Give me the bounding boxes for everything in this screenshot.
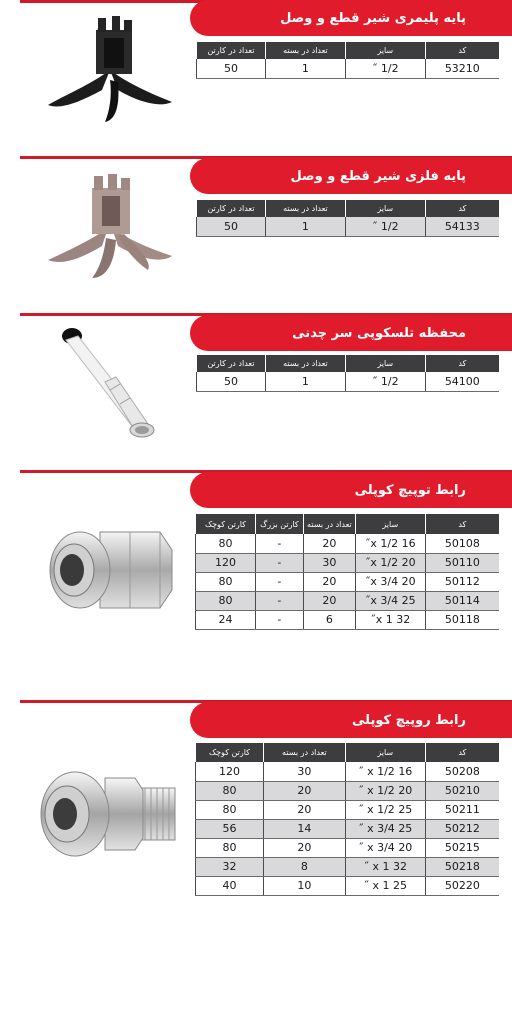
cell-code: 50112 (425, 572, 499, 591)
cell-pack-qty: 20 (263, 838, 345, 857)
cell-size: 25 x 1/2 ˝ (345, 800, 425, 819)
cell-large-carton: - (255, 553, 303, 572)
cell-code: 50108 (425, 534, 499, 553)
cell-small-carton: 120 (196, 553, 256, 572)
col-header-code: کد (425, 514, 499, 534)
spec-table (196, 200, 499, 237)
cell-large-carton: - (255, 610, 303, 629)
cell-size: 25 x 1 ˝ (345, 876, 425, 895)
cell-pack-qty: 14 (263, 819, 345, 838)
table-row (196, 857, 500, 876)
cell-pack-qty: 20 (303, 591, 355, 610)
cell-size: 20 x 3/4˝ (355, 572, 425, 591)
cell-size: 20 x 1/2˝ (355, 553, 425, 572)
table-row (196, 572, 500, 591)
cell-size: 1/2 ˝ (345, 217, 425, 236)
table-row (196, 762, 500, 781)
cell-size: 32 x 1 ˝ (345, 857, 425, 876)
cell-large-carton: - (255, 572, 303, 591)
female-coupling-icon (40, 520, 180, 620)
col-header-size: سایز (345, 42, 425, 59)
col-header-code: کد (425, 200, 499, 217)
col-header-size: سایز (345, 355, 425, 372)
cell-carton-qty: 50 (197, 59, 266, 78)
cell-small-carton: 40 (196, 876, 264, 895)
col-header-pack-qty: تعداد در بسته (265, 355, 345, 372)
cell-small-carton: 56 (196, 819, 264, 838)
cell-pack-qty: 20 (263, 781, 345, 800)
cell-small-carton: 80 (196, 781, 264, 800)
table-row (196, 876, 500, 895)
col-header-pack-qty: تعداد در بسته (263, 743, 345, 762)
cell-pack-qty: 1 (265, 372, 345, 391)
cell-code: 50215 (425, 838, 499, 857)
product-title-banner (190, 158, 512, 194)
cell-code: 50212 (425, 819, 499, 838)
plastic-stand-icon (40, 10, 180, 130)
table-row (196, 781, 500, 800)
product-title: رابط توپیچ کوپلی (354, 482, 466, 498)
col-header-carton-qty: تعداد در کارتن (197, 200, 266, 217)
table-row (196, 819, 500, 838)
table-row (196, 591, 500, 610)
cell-small-carton: 120 (196, 762, 264, 781)
cell-code: 50218 (425, 857, 499, 876)
col-header-small-carton: کارتن کوچک (196, 743, 264, 762)
col-header-code: کد (425, 42, 499, 59)
cell-carton-qty: 50 (197, 217, 266, 236)
cell-small-carton: 80 (196, 800, 264, 819)
product-title-banner (190, 702, 512, 738)
cell-code: 53210 (425, 59, 499, 78)
col-header-pack-qty: تعداد در بسته (265, 200, 345, 217)
spec-table (196, 42, 499, 79)
product-title-banner (190, 472, 512, 508)
cell-size: 32 x 1˝ (355, 610, 425, 629)
table-row (196, 553, 500, 572)
cell-code: 54100 (425, 372, 499, 391)
table-row (197, 217, 500, 236)
col-header-code: کد (425, 743, 499, 762)
cell-pack-qty: 6 (303, 610, 355, 629)
male-coupling-icon (35, 760, 180, 870)
col-header-pack-qty: تعداد در بسته (303, 514, 355, 534)
cell-pack-qty: 20 (263, 800, 345, 819)
cell-small-carton: 80 (196, 572, 256, 591)
metal-stand-icon (40, 170, 180, 285)
cell-pack-qty: 20 (303, 534, 355, 553)
cell-pack-qty: 30 (263, 762, 345, 781)
cell-small-carton: 80 (196, 838, 264, 857)
table-row (196, 838, 500, 857)
col-header-size: سایز (345, 200, 425, 217)
cell-code: 50220 (425, 876, 499, 895)
cell-pack-qty: 1 (265, 59, 345, 78)
cell-pack-qty: 20 (303, 572, 355, 591)
product-title-banner (190, 0, 512, 36)
cell-carton-qty: 50 (197, 372, 266, 391)
col-header-size: سایز (345, 743, 425, 762)
cell-code: 50114 (425, 591, 499, 610)
cell-code: 50211 (425, 800, 499, 819)
product-title: پایه پلیمری شیر قطع و وصل (280, 10, 466, 26)
col-header-size: سایز (355, 514, 425, 534)
col-header-large-carton: کارتن بزرگ (255, 514, 303, 534)
cell-code: 54133 (425, 217, 499, 236)
product-title: رابط روپیچ کوپلی (352, 712, 466, 728)
cell-size: 20 x 1/2 ˝ (345, 781, 425, 800)
cell-size: 25 x 3/4˝ (355, 591, 425, 610)
spec-table (195, 743, 499, 896)
cell-large-carton: - (255, 591, 303, 610)
product-title: پایه فلزی شیر قطع و وصل (290, 168, 466, 184)
cell-size: 20 x 3/4 ˝ (345, 838, 425, 857)
col-header-small-carton: کارتن کوچک (196, 514, 256, 534)
table-row (196, 800, 500, 819)
table-row (197, 59, 500, 78)
cell-code: 50110 (425, 553, 499, 572)
product-title: محفظه تلسکوپی سر چدنی (292, 325, 466, 341)
table-row (196, 534, 500, 553)
cell-small-carton: 80 (196, 591, 256, 610)
cell-size: 16 x 1/2 ˝ (345, 762, 425, 781)
cell-code: 50210 (425, 781, 499, 800)
product-title-banner (190, 315, 512, 351)
cell-pack-qty: 1 (265, 217, 345, 236)
cell-code: 50208 (425, 762, 499, 781)
cell-size: 16 x 1/2˝ (355, 534, 425, 553)
cell-size: 1/2 ˝ (345, 372, 425, 391)
table-row (197, 372, 500, 391)
cell-pack-qty: 30 (303, 553, 355, 572)
spec-table (196, 355, 499, 392)
cell-code: 50118 (425, 610, 499, 629)
cell-pack-qty: 8 (263, 857, 345, 876)
telescopic-housing-icon (50, 322, 160, 447)
cell-small-carton: 24 (196, 610, 256, 629)
cell-pack-qty: 10 (263, 876, 345, 895)
spec-table (195, 514, 499, 630)
cell-size: 1/2 ˝ (345, 59, 425, 78)
col-header-pack-qty: تعداد در بسته (265, 42, 345, 59)
col-header-carton-qty: تعداد در کارتن (197, 355, 266, 372)
col-header-carton-qty: تعداد در کارتن (197, 42, 266, 59)
cell-size: 25 x 3/4 ˝ (345, 819, 425, 838)
cell-small-carton: 32 (196, 857, 264, 876)
table-row (196, 610, 500, 629)
cell-large-carton: - (255, 534, 303, 553)
cell-small-carton: 80 (196, 534, 256, 553)
col-header-code: کد (425, 355, 499, 372)
